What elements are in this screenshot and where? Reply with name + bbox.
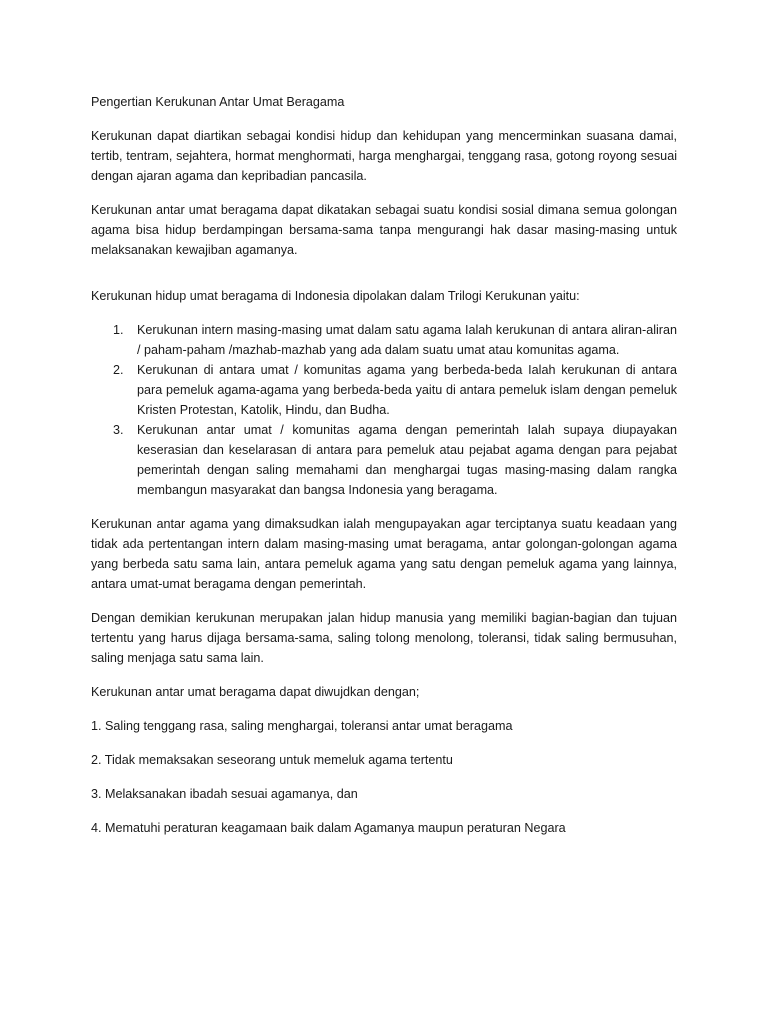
paragraph-trilogi-intro: Kerukunan hidup umat beragama di Indonesia dipolakan dalam Trilogi Kerukunan yaitu: — [91, 289, 580, 303]
list-item — [91, 320, 677, 360]
list-item-text: Kerukunan antar umat / komunitas agama dengan pemerintah Ialah supaya diupayakan keserasian dan keselarasan di antara para pemeluk atau pejabat agama dengan para pejabat pemerintah dengan saling memahami dan menghargai tugas masing-masing dalam rangka membangun masyarakat dan bangsa Indonesia yang beragama. — [137, 423, 677, 497]
paragraph-definition: Kerukunan dapat diartikan sebagai kondisi hidup dan kehidupan yang mencerminkan suasana damai, tertib, tentram, sejahtera, hormat menghormati, harga menghargai, tenggang rasa, gotong royong sesuai dengan ajaran agama dan kepribadian pancasila. — [91, 129, 677, 183]
realization-item: 1. Saling tenggang rasa, saling menghargai, toleransi antar umat beragama — [91, 719, 513, 733]
realization-item: 3. Melaksanakan ibadah sesuai agamanya, dan — [91, 787, 358, 801]
realization-item: 4. Mematuhi peraturan keagamaan baik dalam Agamanya maupun peraturan Negara — [91, 821, 566, 835]
trilogi-list — [91, 320, 677, 500]
list-item-text: Kerukunan intern masing-masing umat dalam satu agama Ialah kerukunan di antara aliran-aliran / paham-paham /mazhab-mazhab yang ada dalam suatu umat atau komunitas agama. — [137, 323, 677, 357]
list-item-number: 2. — [113, 363, 124, 377]
list-item-text: Kerukunan di antara umat / komunitas agama yang berbeda-beda Ialah kerukunan di antara para pemeluk agama-agama yang berbeda-beda yaitu di antara pemeluk islam dengan pemeluk Kristen Protestan, Katolik, Hindu, dan Budha. — [137, 363, 677, 417]
realization-item: 2. Tidak memaksakan seseorang untuk memeluk agama tertentu — [91, 753, 453, 767]
paragraph-way-of-life: Dengan demikian kerukunan merupakan jalan hidup manusia yang memiliki bagian-bagian dan tujuan tertentu yang harus dijaga bersama-sama, saling tolong menolong, toleransi, tidak saling bermusuhan, saling menjaga satu sama lain. — [91, 611, 677, 665]
document-page — [91, 92, 677, 852]
list-item — [91, 360, 677, 420]
list-item-number: 1. — [113, 323, 124, 337]
paragraph-meaning: Kerukunan antar agama yang dimaksudkan ialah mengupayakan agar terciptanya suatu keadaan yang tidak ada pertentangan intern dalam masing-masing umat beragama, antar golongan-golongan agama yang berbeda satu sama lain, antara pemeluk agama yang satu dengan pemeluk agama yang lainnya, antara umat-umat beragama dengan pemerintah. — [91, 517, 677, 591]
paragraph-realization-intro: Kerukunan antar umat beragama dapat diwujdkan dengan; — [91, 685, 420, 699]
document-title: Pengertian Kerukunan Antar Umat Beragama — [91, 95, 345, 109]
paragraph-interfaith: Kerukunan antar umat beragama dapat dikatakan sebagai suatu kondisi sosial dimana semua golongan agama bisa hidup berdampingan bersama-sama tanpa mengurangi hak dasar masing-masing untuk melaksanakan kewajiban agamanya. — [91, 203, 677, 257]
list-item — [91, 420, 677, 500]
list-item-number: 3. — [113, 423, 124, 437]
